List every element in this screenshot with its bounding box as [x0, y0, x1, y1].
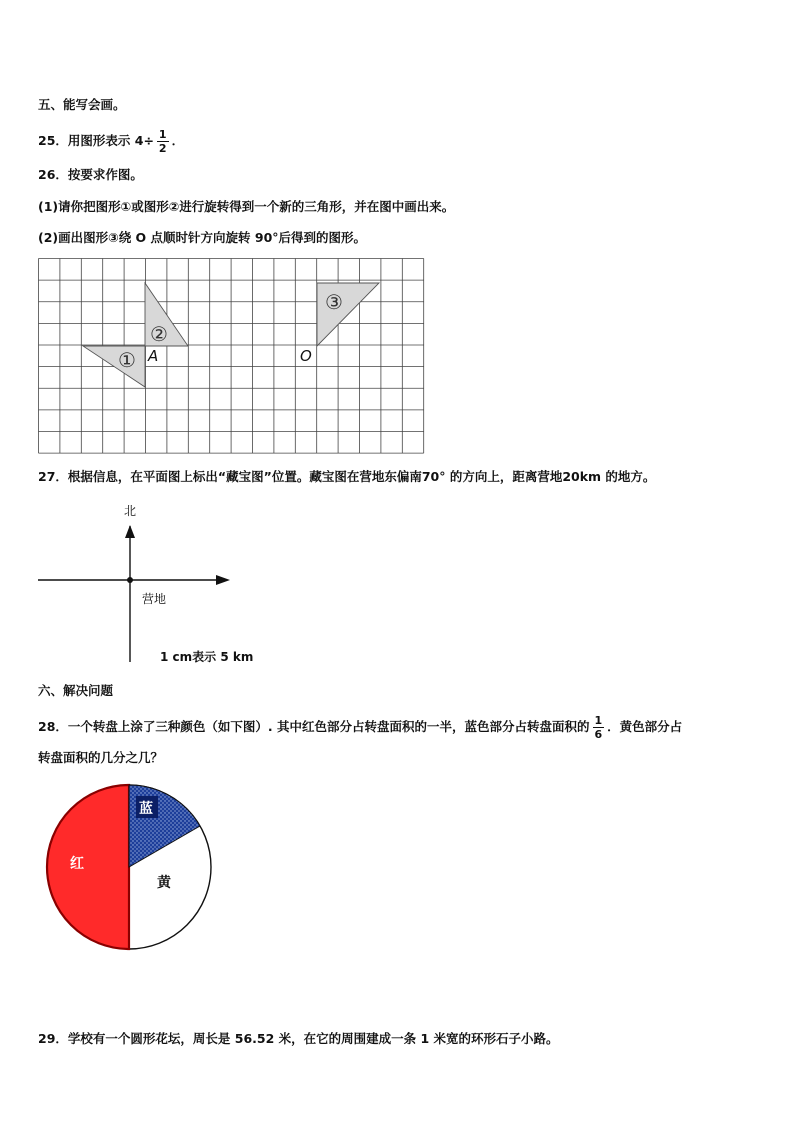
spinner-red-section [47, 785, 129, 949]
camp-point [127, 577, 133, 583]
yellow-label: 黄 [157, 875, 171, 891]
question-28-line1 [38, 714, 682, 741]
blue-label: 蓝 [139, 801, 153, 817]
question-26-title: 26．按要求作图。 [38, 167, 143, 182]
q25-suffix: ． [171, 133, 185, 148]
rotation-grid-figure [38, 258, 424, 454]
question-26-part2: (2)画出图形③绕 O 点顺时针方向旋转 90°后得到的图形。 [38, 230, 367, 245]
q25-numerator: 1 [158, 128, 167, 141]
north-label: 北 [124, 504, 137, 518]
question-28-line2: 转盘面积的几分之几？ [38, 750, 164, 765]
question-27-text: 27．根据信息，在平面图上标出“藏宝图”位置。藏宝图在营地东偏南70° 的方向上，距离营地20km 的地方。 [38, 469, 656, 484]
q28-denominator: 6 [594, 728, 603, 741]
north-arrowhead [125, 525, 135, 538]
q25-prefix: 25．用图形表示 4÷ [38, 133, 154, 148]
scale-label: 1 cm表示 5 km [160, 650, 254, 664]
q28-text-start: 28．一个转盘上涂了三种颜色（如下图）. 其中红色部分占转盘面积的一半，蓝色部分占转盘面积的 [38, 719, 590, 734]
red-label: 红 [70, 856, 84, 872]
q25-fraction [157, 128, 169, 155]
q25-denominator: 2 [158, 142, 167, 155]
question-26-part1: (1)请你把图形①或图形②进行旋转得到一个新的三角形，并在图中画出来。 [38, 199, 455, 214]
camp-label: 营地 [142, 592, 167, 606]
section-6-title: 六、解决问题 [38, 683, 114, 698]
q28-numerator: 1 [594, 714, 603, 727]
spinner-figure [40, 780, 220, 956]
east-arrowhead [216, 575, 230, 585]
q28-text-end: ．黄色部分占 [607, 719, 683, 734]
point-o-label: O [300, 347, 312, 365]
question-29-text: 29．学校有一个圆形花坛，周长是 56.52 米，在它的周围建成一条 1 米宽的环形石子小路。 [38, 1031, 559, 1046]
point-a-label: A [148, 347, 159, 365]
section-5-title: 五、能写会画。 [38, 97, 126, 112]
shape-3-label: ③ [325, 290, 343, 314]
q28-fraction [593, 714, 605, 741]
shape-1-label: ① [118, 348, 136, 372]
question-25 [38, 128, 184, 155]
compass-figure [36, 500, 254, 666]
shape-2-label: ② [150, 322, 168, 346]
